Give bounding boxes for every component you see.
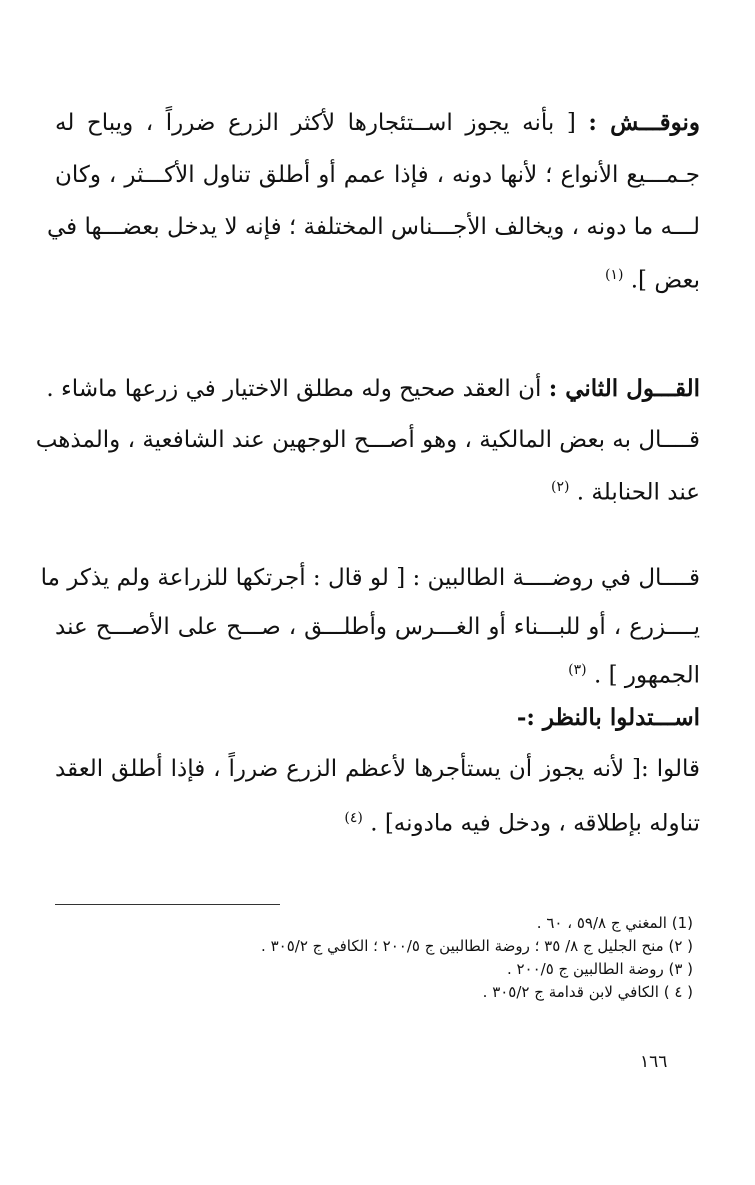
footnote-4: ( ٤ ) الكافي لابن قدامة ج ٣٠٥/٢ . (482, 983, 693, 1001)
text: أن العقد صحيح وله مطلق الاختيار في زرعها ماشاء . (46, 376, 549, 402)
paragraph-3-line-3 (55, 655, 700, 691)
paragraph-2-line-3 (55, 472, 700, 508)
heading-second-opinion: القـــول الثاني : (548, 375, 700, 402)
paragraph-3-line-1: قــــال في روضــــة الطالبين : [ لو قال : أجرتكها للزراعة ولم يذكر ما (40, 565, 700, 591)
footnote-1: (1) المغني ج ٥٩/٨ ، ٦٠ . (536, 914, 693, 932)
paragraph-2-line-2: قــــال به بعض المالكية ، وهو أصـــح الوجهين عند الشافعية ، والمذهب (35, 427, 700, 453)
text: تناوله بإطلاقه ، ودخل فيه مادونه] . (370, 810, 700, 837)
footnote-ref-3: (٣) (568, 662, 587, 678)
paragraph-1-line-3: لـــه ما دونه ، ويخالف الأجـــناس المختلفة ؛ فإنه لا يدخل بعضـــها في (46, 214, 700, 240)
footnote-ref-4: (٤) (344, 810, 363, 826)
paragraph-1-line-4 (55, 260, 700, 296)
text: الجمهور ] . (593, 662, 700, 689)
footnote-ref-1: (١) (604, 267, 624, 283)
footnote-2: ( ٢) منح الجليل ج ٨/ ٣٥ ؛ روضة الطالبين ج ٢٠٠/٥ ؛ الكافي ج ٣٠٥/٢ . (261, 937, 693, 955)
heading-discussion: ونوقـــش : (588, 109, 700, 136)
footnote-divider (55, 904, 280, 905)
paragraph-1-line-1 (55, 108, 700, 138)
page-number: ١٦٦ (640, 1052, 668, 1072)
section-heading-reasoning: اســـتدلوا بالنظر :- (516, 704, 700, 731)
paragraph-2-line-1 (46, 374, 700, 404)
paragraph-4-line-1: قالوا :[ لأنه يجوز أن يستأجرها لأعظم الزرع ضرراً ، فإذا أطلق العقد (55, 756, 700, 782)
paragraph-3-line-2: يــــزرع ، أو للبـــناء أو الغـــرس وأطلـــق ، صـــح على الأصـــح عند (55, 614, 700, 640)
footnote-3: ( ٣) روضة الطالبين ج ٢٠٠/٥ . (506, 960, 693, 978)
paragraph-4-line-2 (55, 803, 700, 839)
text: بعض ]. (630, 267, 700, 294)
text: [ بأنه يجوز اســتئجارها لأكثر الزرع ضرراً ، ويباح له (55, 110, 589, 136)
footnote-ref-2: (٢) (551, 479, 570, 495)
text: عند الحنابلة . (576, 479, 700, 506)
paragraph-1-line-2: جـمـــيع الأنواع ؛ لأنها دونه ، فإذا عمم أو أطلق تناول الأكـــثر ، وكان (55, 162, 700, 188)
